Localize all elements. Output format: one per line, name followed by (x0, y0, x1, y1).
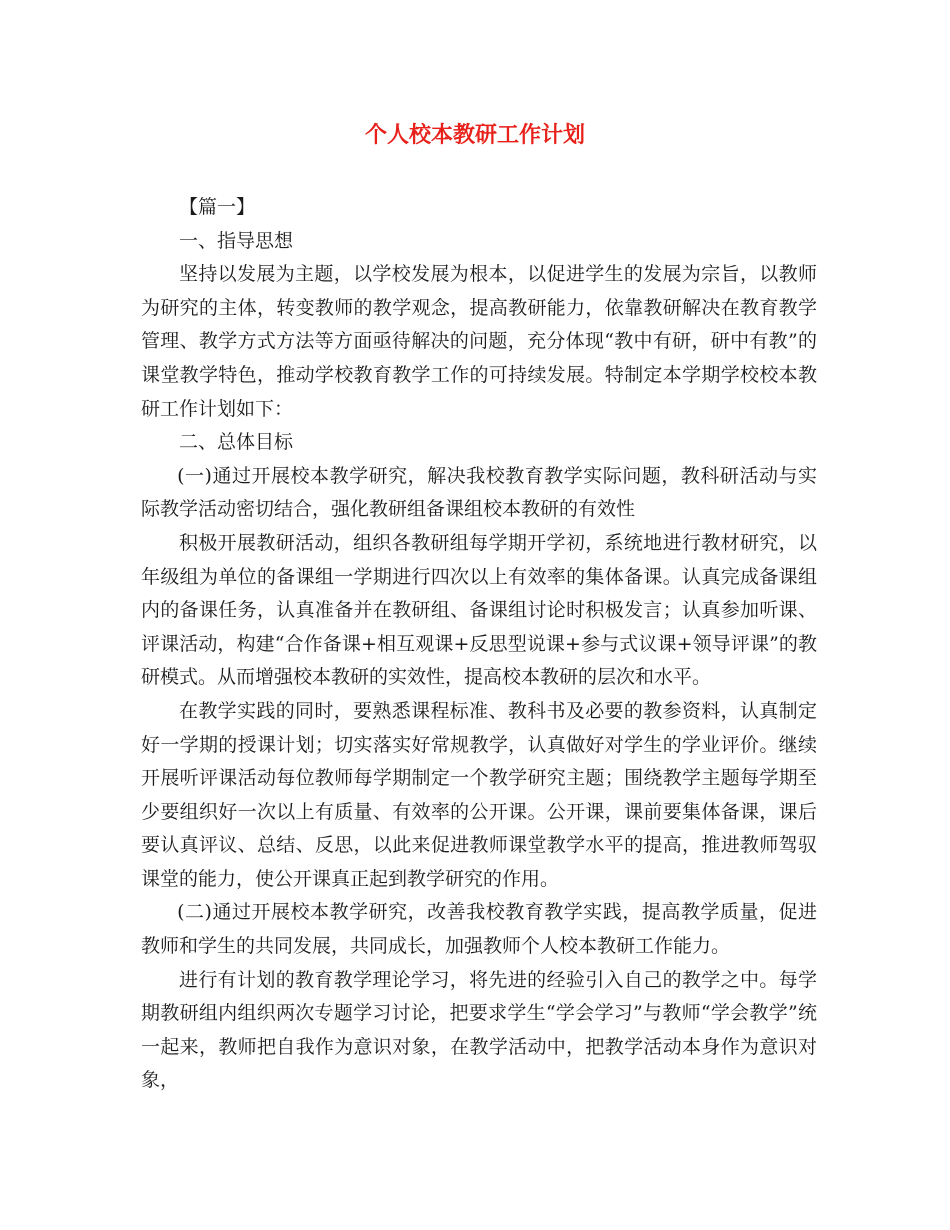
goal-two: (二)通过开展校本教学研究，改善我校教育教学实践，提高教学质量，促进教师和学生的共同发展，共同成长，加强教师个人校本教研工作能力。 (141, 901, 817, 958)
paragraph-teaching-practice: 在教学实践的同时，要熟悉课程标准、教科书及必要的教参资料，认真制定好一学期的授课计划；切实落实好常规教学，认真做好对学生的学业评价。继续开展听评课活动每位教师每学期制定一个教学研究主题；围绕教学主题每学期至少要组织好一次以上有质量、有效率的公开课。公开课，课前要集体备课，课后要认真评议、总结、反思，以此来促进教师课堂教学水平的提高，推进教师驾驭课堂的能力，使公开课真正起到教学研究的作用。 (141, 699, 817, 890)
section-label: 【篇一】 (179, 196, 256, 218)
goal-one: (一)通过开展校本教学研究，解决我校教育教学实际问题，教科研活动与实际教学活动密切结合，强化教研组备课组校本教研的有效性 (141, 464, 817, 521)
document-title: 个人校本教研工作计划 (364, 122, 585, 148)
heading-overall-goals: 二、总体目标 (179, 431, 294, 454)
heading-guiding-ideology: 一、指导思想 (179, 229, 294, 252)
document-body (141, 191, 817, 1098)
paragraph-guiding-ideology: 坚持以发展为主题，以学校发展为根本，以促进学生的发展为宗旨，以教师为研究的主体，转变教师的教学观念，提高教研能力，依靠教研解决在教育教学管理、教学方式方法等方面亟待解决的问题，充分体现“教中有研，研中有教”的课堂教学特色，推动学校教育教学工作的可持续发展。特制定本学期学校校本教研工作计划如下： (141, 263, 817, 420)
paragraph-teaching-research-activities: 积极开展教研活动，组织各教研组每学期开学初，系统地进行教材研究，以年级组为单位的备课组一学期进行四次以上有效率的集体备课。认真完成备课组内的备课任务，认真准备并在教研组、备课组讨论时积极发言；认真参加听课、评课活动，构建“合作备课+相互观课+反思型说课+参与式议课+领导评课”的教研模式。从而增强校本教研的实效性，提高校本教研的层次和水平。 (141, 531, 817, 689)
paragraph-theory-study: 进行有计划的教育教学理论学习，将先进的经验引入自己的教学之中。每学期教研组内组织两次专题学习讨论，把要求学生“学会学习”与教师“学会教学”统一起来，教师把自我作为意识对象，在教学活动中，把教学活动本身作为意识对象， (141, 968, 817, 1092)
